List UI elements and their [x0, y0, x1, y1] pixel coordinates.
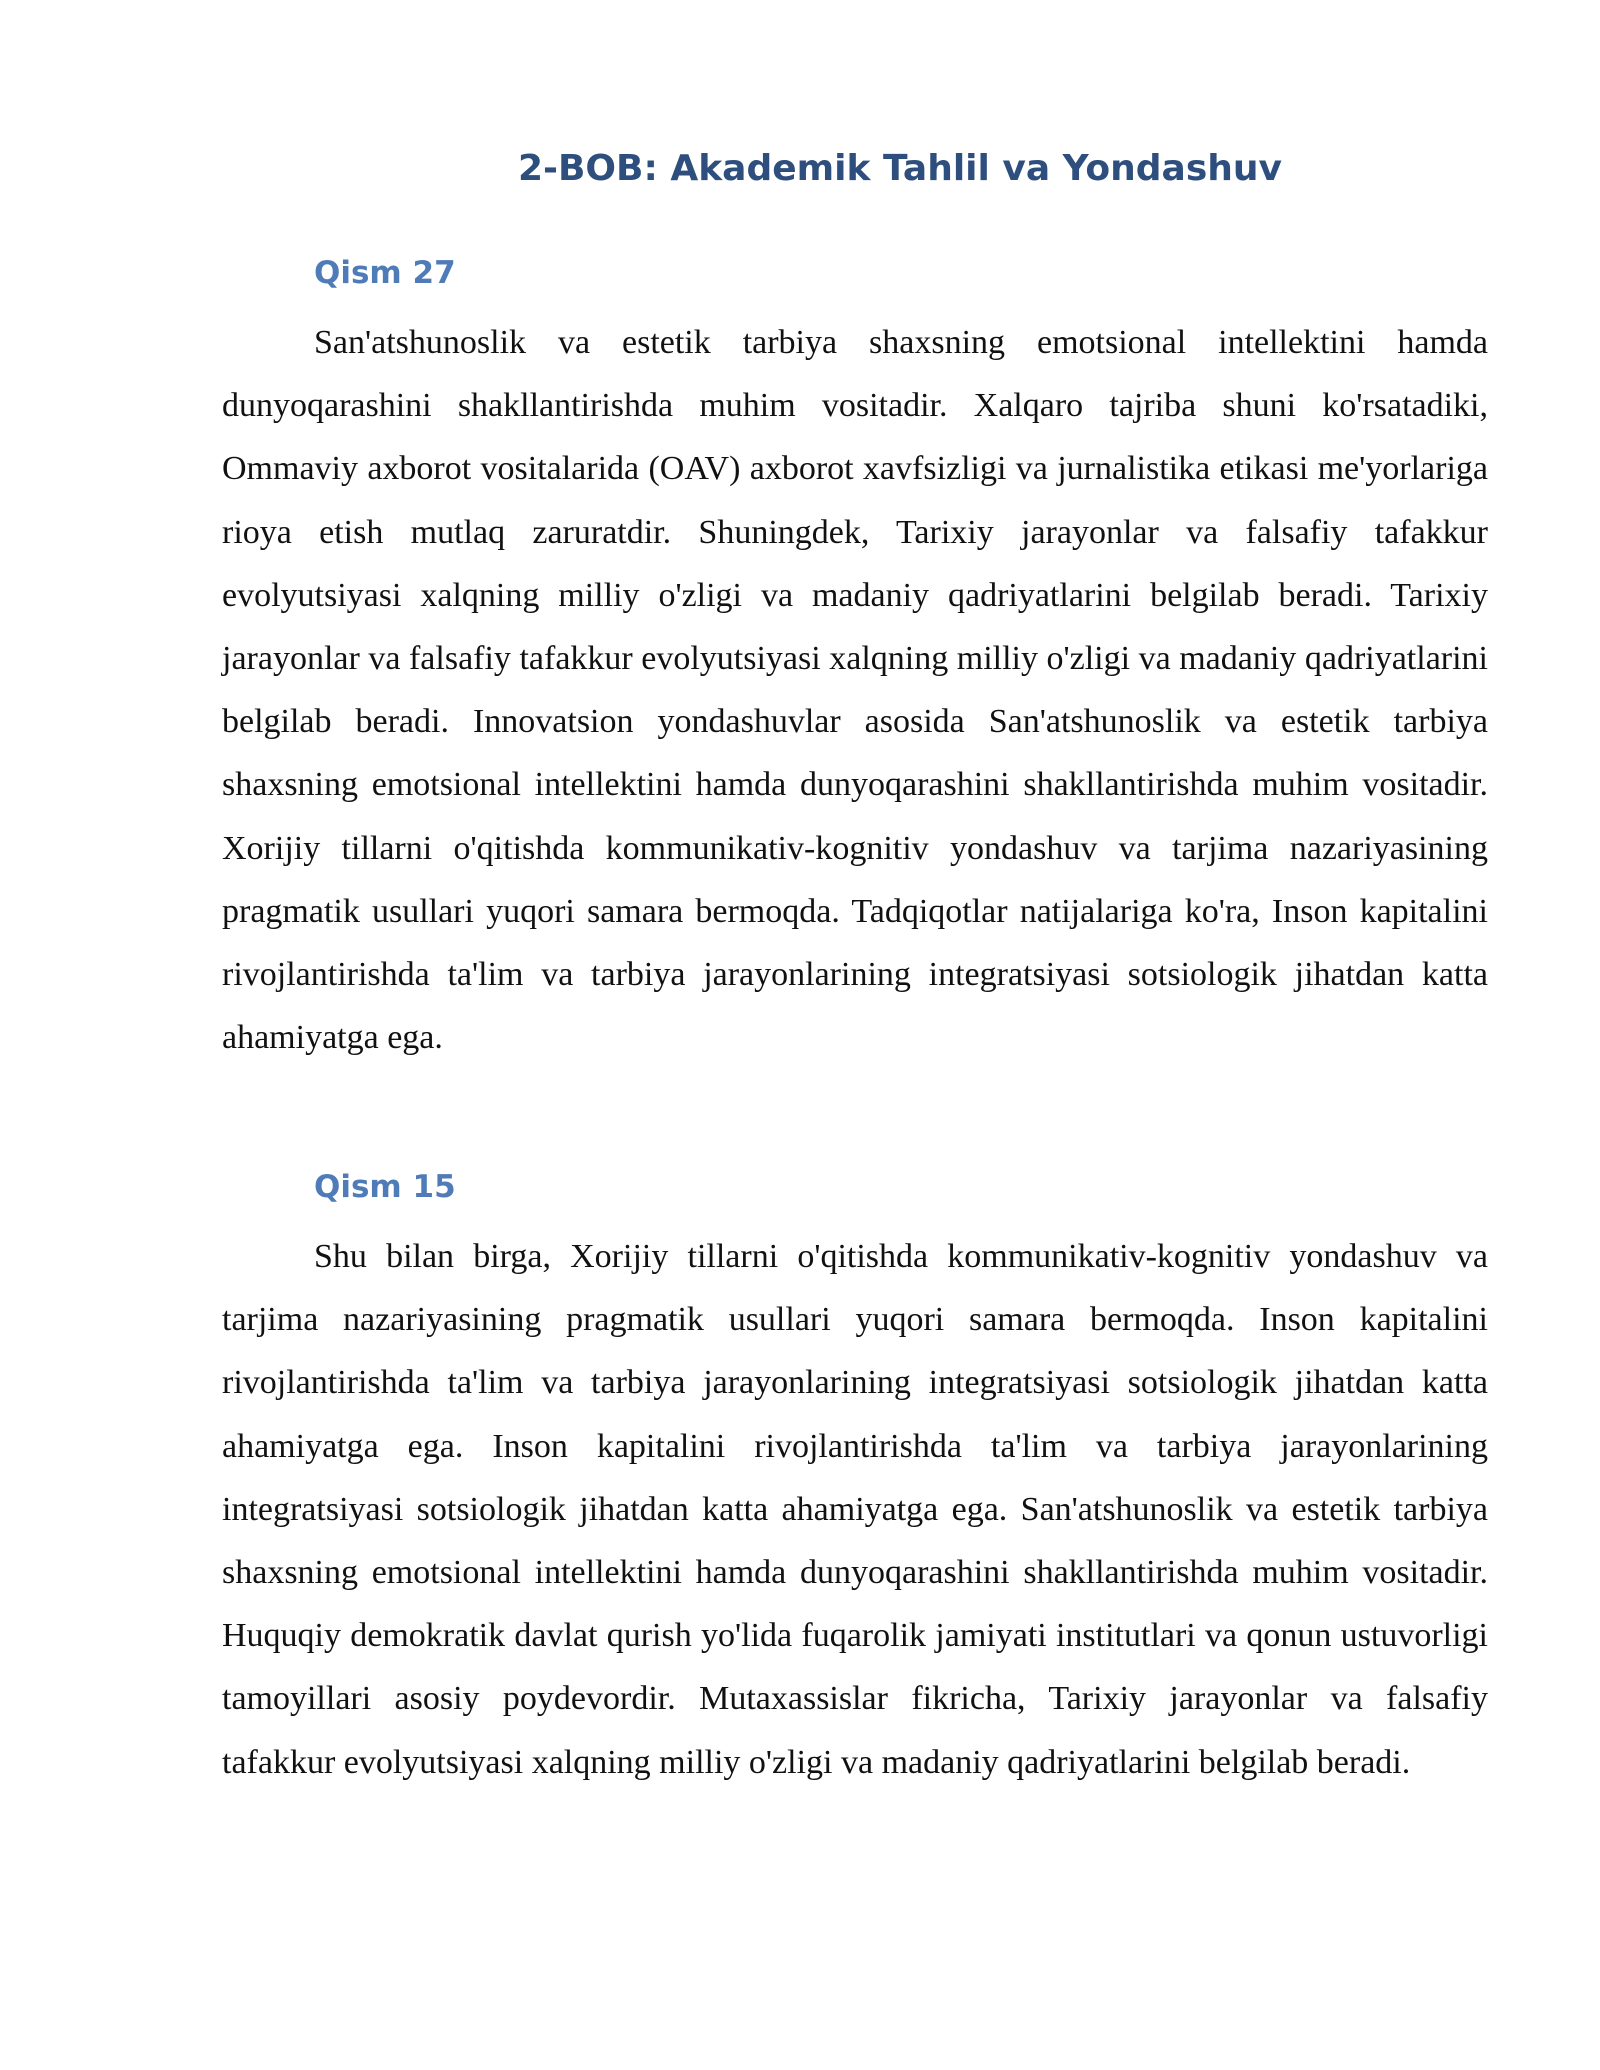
- section-heading: Qism 15: [314, 1169, 456, 1205]
- section-heading: Qism 27: [314, 255, 456, 291]
- section: [222, 1167, 1488, 1794]
- body-paragraph: San'atshunoslik va estetik tarbiya shaxsning emotsional intellektini hamda dunyoqarashini shakllantirishda muhim vositadir. Xalqaro tajriba shuni ko'rsatadiki, Ommaviy axborot vositalarida (OAV) axborot xavfsizligi va jurnalistika etikasi me'yorlariga rioya etish mutlaq zaruratdir. Shuningdek, Tarixiy jarayonlar va falsafiy tafakkur evolyutsiyasi xalqning milliy o'zligi va madaniy qadriyatlarini belgilab beradi. Tarixiy jarayonlar va falsafiy tafakkur evolyutsiyasi xalqning milliy o'zligi va madaniy qadriyatlarini belgilab beradi. Innovatsion yondashuvlar asosida San'atshunoslik va estetik tarbiya shaxsning emotsional intellektini hamda dunyoqarashini shakllantirishda muhim vositadir. Xorijiy tillarni o'qitishda kommunikativ-kognitiv yondashuv va tarjima nazariyasining pragmatik usullari yuqori samara bermoqda. Tadqiqotlar natijalariga ko'ra, Inson kapitalini rivojlantirishda ta'lim va tarbiya jarayonlarining integratsiyasi sotsiologik jihatdan katta ahamiyatga ega.: [222, 324, 1488, 1057]
- chapter-title: 2-BOB: Akademik Tahlil va Yondashuv: [517, 148, 1283, 189]
- body-paragraph: Shu bilan birga, Xorijiy tillarni o'qitishda kommunikativ-kognitiv yondashuv va tarjima nazariyasining pragmatik usullari yuqori samara bermoqda. Inson kapitalini rivojlantirishda ta'lim va tarbiya jarayonlarining integratsiyasi sotsiologik jihatdan katta ahamiyatga ega. Inson kapitalini rivojlantirishda ta'lim va tarbiya jarayonlarining integratsiyasi sotsiologik jihatdan katta ahamiyatga ega. San'atshunoslik va estetik tarbiya shaxsning emotsional intellektini hamda dunyoqarashini shakllantirishda muhim vositadir. Huquqiy demokratik davlat qurish yo'lida fuqarolik jamiyati institutlari va qonun ustuvorligi tamoyillari asosiy poydevordir. Mutaxassislar fikricha, Tarixiy jarayonlar va falsafiy tafakkur evolyutsiyasi xalqning milliy o'zligi va madaniy qadriyatlarini belgilab beradi.: [222, 1238, 1488, 1781]
- section: [222, 253, 1488, 1069]
